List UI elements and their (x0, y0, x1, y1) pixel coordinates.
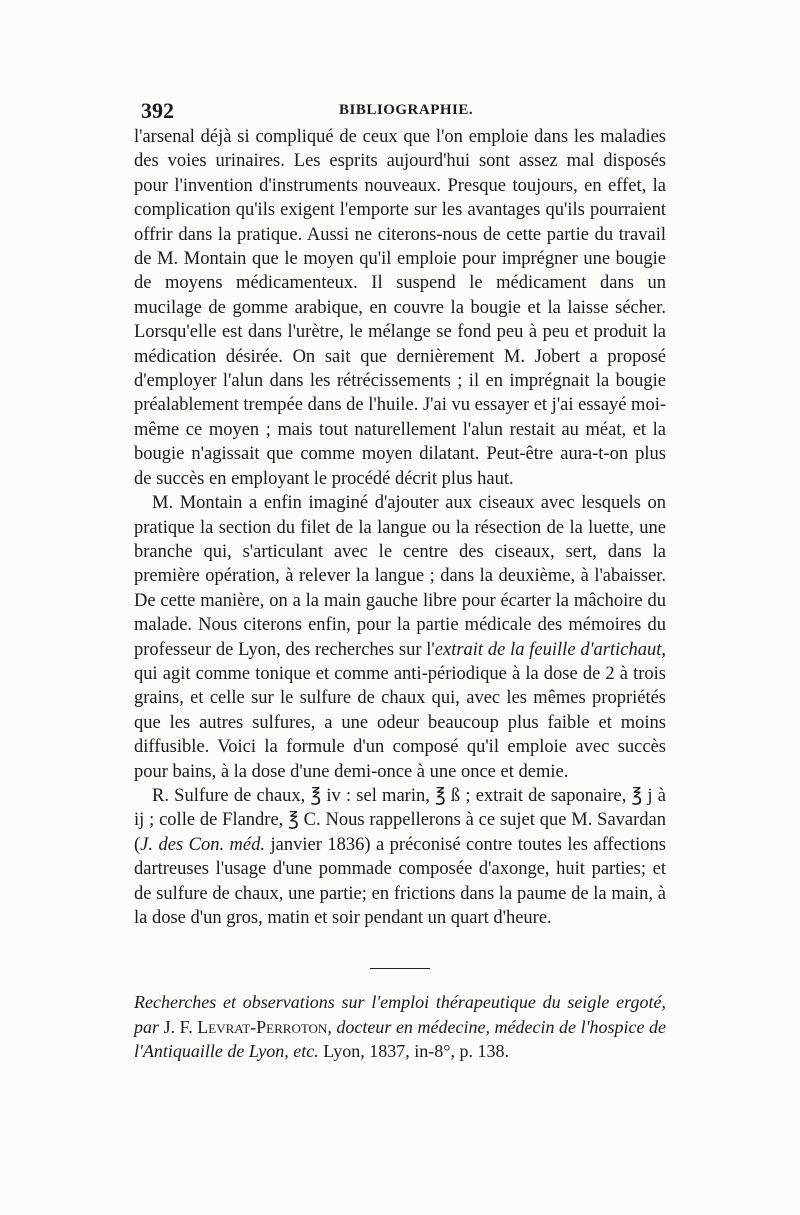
paragraph-2-part-b: , qui agit comme tonique et comme anti-périodique à la dose de 2 à trois grains, et celle sur le sulfure de chaux qui, avec les mêmes propriétés que les autres sulfures, a une odeur beaucoup plus faible et moins diffusible. Voici la formule d'un composé qu'il emploie avec succès pour bains, à la dose d'une demi-once à une once et demie. (134, 639, 666, 782)
running-title: BIBLIOGRAPHIE. (339, 102, 474, 118)
paragraph-2-emphasis: extrait de la feuille d'artichaut (434, 639, 662, 660)
citation-par: par (134, 1016, 164, 1037)
paragraph-3 (134, 784, 666, 930)
paragraph-1: l'arsenal déjà si compliqué de ceux que l'on emploie dans les maladies des voies urinaires. Les esprits aujourd'hui sont assez mal disposés pour l'invention d'instruments nouveaux. Presque toujours, en effet, la complication qu'ils exigent l'emporte sur les avantages qu'ils pourraient offrir dans la pratique. Aussi ne citerons-nous de cette partie du travail de M. Montain que le moyen qu'il emploie pour imprégner une bougie de moyens médicamenteux. Il suspend le médicament dans un mucilage de gomme arabique, en couvre la bougie et la laisse sécher. Lorsqu'elle est dans l'urètre, le mélange se fond peu à peu et produit la médication désirée. On sait que dernièrement M. Jobert a proposé d'employer l'alun dans les rétrécissements ; il en imprégnait la bougie préalablement trempée dans de l'huile. J'ai vu essayer et j'ai essayé moi-même ce moyen ; mais tout naturellement l'alun restait au méat, et la bougie n'agissait que comme moyen dilatant. Peut-être aura-t-on plus de succès en employant le procédé décrit plus haut. (134, 127, 666, 489)
paragraph-3-part-a: R. Sulfure de chaux, ℥ iv : sel marin, ℥ ß ; extrait de saponaire, ℥ j à ij ; colle de Flandre, ℥ C. Nous rappellerons à ce sujet que M. Savardan ( (134, 785, 666, 855)
paragraph-3-emphasis: J. des Con. méd. (140, 834, 266, 855)
page-header (135, 98, 665, 126)
paragraph-2 (134, 491, 666, 784)
citation-author-name: Levrat-Perroton (197, 1016, 328, 1037)
section-divider (370, 968, 430, 969)
page-number: 392 (141, 98, 174, 123)
citation-title: Recherches et observations sur l'emploi thérapeutique du seigle ergoté, (134, 992, 666, 1012)
citation-description: , docteur en médecine, médecin de l'hospice de l'Antiquaille de Lyon, etc. (134, 1016, 666, 1061)
bibliography-entry (134, 990, 666, 1064)
main-text (134, 125, 666, 930)
paragraph-3-part-b: janvier 1836) a préconisé contre toutes les affections dartreuses l'usage d'une pommade composée d'axonge, huit parties; et de sulfure de chaux, une partie; en frictions dans la paume de la main, à la dose d'un gros, matin et soir pendant un quart d'heure. (134, 834, 666, 928)
citation-author-initials: J. F. (163, 1016, 198, 1037)
citation-publication: Lyon, 1837, in-8°, p. 138. (318, 1041, 509, 1061)
paragraph-2-part-a: M. Montain a enfin imaginé d'ajouter aux ciseaux avec lesquels on pratique la section du filet de la langue ou la résection de la luette, une branche qui, s'articulant avec le centre des ciseaux, sert, dans la première opération, à relever la langue ; dans la deuxième, à l'abaisser. De cette manière, on a la main gauche libre pour écarter la mâchoire du malade. Nous citerons enfin, pour la partie médicale des mémoires du professeur de Lyon, des recherches sur l' (134, 493, 666, 660)
